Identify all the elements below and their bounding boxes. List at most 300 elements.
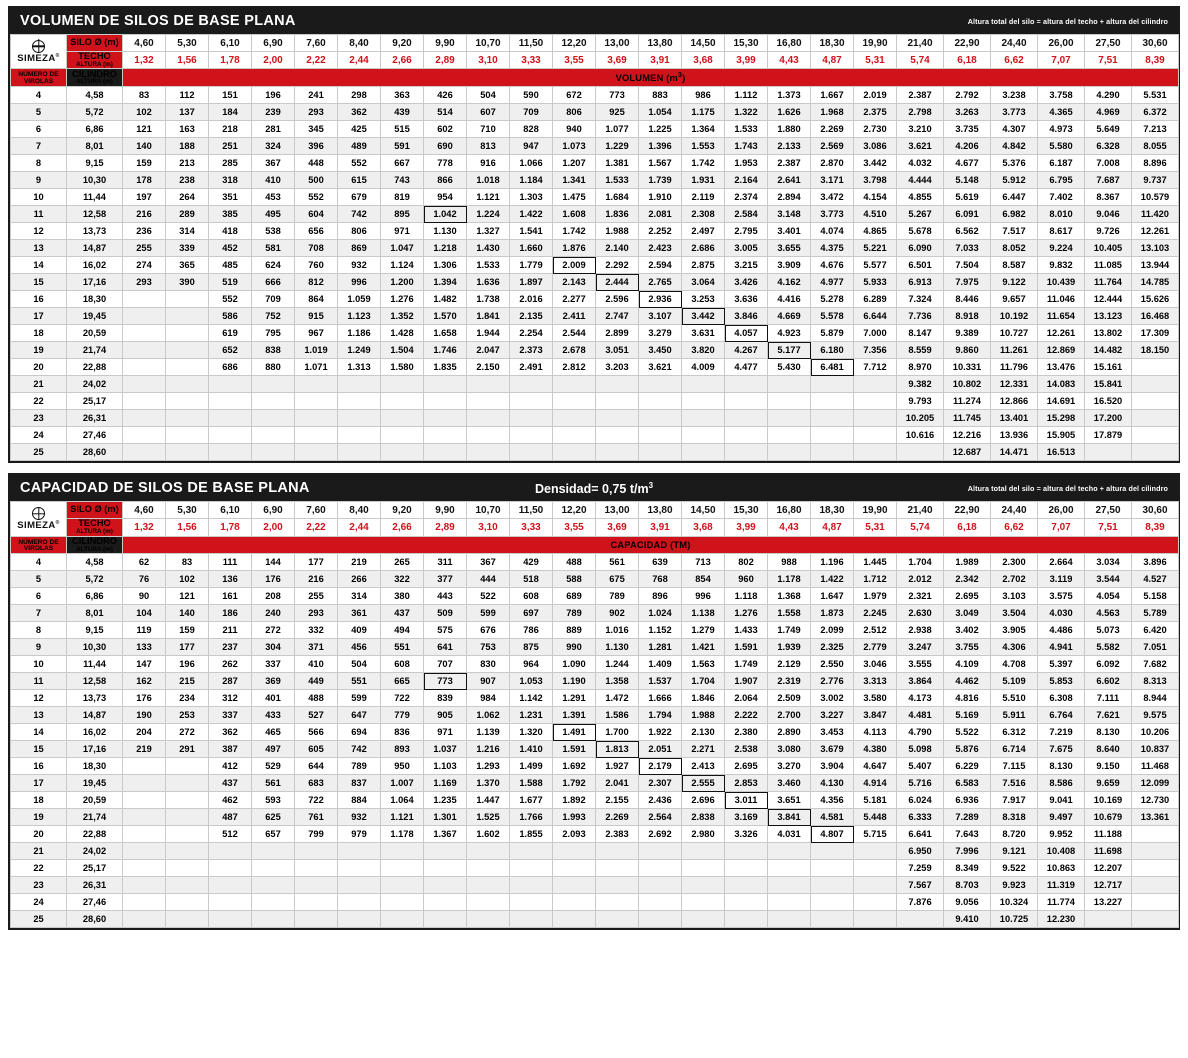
data-cell: 18.150 [1132,342,1179,359]
data-cell: 15.161 [1085,359,1132,376]
data-cell [338,860,381,877]
data-cell: 509 [424,605,467,622]
data-cell: 6.447 [991,189,1038,206]
data-cell: 251 [209,138,252,155]
data-cell [252,911,295,928]
data-cell: 647 [338,707,381,724]
data-cell: 2.630 [897,605,944,622]
num-virolas-cell: 16 [11,291,67,308]
data-cell: 1.647 [811,588,854,605]
data-cell: 1.979 [854,588,897,605]
data-cell: 3.453 [811,724,854,741]
data-cell: 2.009 [553,257,596,274]
data-cell [811,877,854,894]
data-cell: 6.644 [854,308,897,325]
data-cell: 1.742 [682,155,725,172]
data-cell: 1.931 [682,172,725,189]
data-cell: 367 [252,155,295,172]
data-cell [209,393,252,410]
data-cell: 2.119 [682,189,725,206]
data-cell: 362 [338,104,381,121]
data-cell: 186 [209,605,252,622]
data-cell: 11.319 [1038,877,1085,894]
data-cell: 204 [123,724,166,741]
data-cell: 1.445 [854,554,897,571]
data-cell: 2.099 [811,622,854,639]
data-cell: 9.952 [1038,826,1085,843]
data-cell [553,860,596,877]
data-cell: 385 [209,206,252,223]
data-cell: 6.764 [1038,707,1085,724]
data-cell [123,758,166,775]
data-cell: 7.033 [944,240,991,257]
data-cell: 1.235 [424,792,467,809]
table-block [8,473,1180,930]
table-row [11,189,1179,206]
data-cell: 515 [381,121,424,138]
data-cell: 13.944 [1132,257,1179,274]
data-cell: 905 [424,707,467,724]
data-cell: 410 [252,172,295,189]
data-cell: 1.660 [510,240,553,257]
data-cell [510,393,553,410]
data-cell: 4.923 [768,325,811,342]
roof-height-header: 2,66 [381,52,424,69]
data-cell: 1.047 [381,240,424,257]
data-cell: 12.207 [1085,860,1132,877]
data-cell: 488 [295,690,338,707]
num-virolas-cell: 6 [11,121,67,138]
roof-height-header: 3,33 [510,52,553,69]
data-cell [295,843,338,860]
data-cell: 2.423 [639,240,682,257]
data-cell: 6.501 [897,257,944,274]
data-cell [123,894,166,911]
data-cell: 4.031 [768,826,811,843]
data-cell: 608 [510,588,553,605]
data-cell [768,860,811,877]
data-cell: 133 [123,639,166,656]
data-cell [424,894,467,911]
data-cell: 2.130 [682,724,725,741]
data-cell: 1.281 [639,639,682,656]
data-cell: 896 [639,588,682,605]
roof-height-header: 3,91 [639,519,682,536]
data-cell: 426 [424,87,467,104]
table-row [11,223,1179,240]
data-cell: 1.749 [725,656,768,673]
data-cell [166,758,209,775]
header-row-roof-heights [11,519,1179,536]
data-cell: 5.580 [1038,138,1085,155]
num-virolas-cell: 6 [11,588,67,605]
data-cell: 1.062 [467,707,510,724]
data-cell: 1.216 [467,741,510,758]
data-cell: 5.649 [1085,121,1132,138]
data-cell: 16.468 [1132,308,1179,325]
data-cell: 7.643 [944,826,991,843]
diameter-header: 9,20 [381,502,424,519]
data-cell: 10.324 [991,894,1038,911]
data-cell: 768 [639,571,682,588]
num-virolas-cell: 10 [11,189,67,206]
data-cell: 2.686 [682,240,725,257]
data-cell: 2.081 [639,206,682,223]
data-cell: 2.321 [897,588,944,605]
cilindro-altura-cell: 16,02 [67,257,123,274]
data-cell: 9.150 [1085,758,1132,775]
data-cell: 3.103 [991,588,1038,605]
data-cell [123,911,166,928]
data-cell [725,376,768,393]
data-cell: 1.229 [596,138,639,155]
data-cell: 2.383 [596,826,639,843]
data-cell: 3.450 [639,342,682,359]
data-cell: 683 [295,775,338,792]
data-cell: 5.177 [768,342,811,359]
header-row-band [11,69,1179,87]
data-cell: 1.742 [553,223,596,240]
cilindro-altura-cell: 6,86 [67,588,123,605]
data-cell: 4.375 [811,240,854,257]
table-row [11,860,1179,877]
data-cell: 1.835 [424,359,467,376]
diameter-header: 9,90 [424,35,467,52]
table-row [11,359,1179,376]
data-cell: 1.370 [467,775,510,792]
data-cell: 1.499 [510,758,553,775]
data-cell: 6.024 [897,792,944,809]
cilindro-height-label: CILINDRO ALTURA (m) [67,536,123,554]
data-cell: 1.391 [553,707,596,724]
data-cell: 11.468 [1132,758,1179,775]
diameter-header: 6,10 [209,502,252,519]
data-cell [682,444,725,461]
data-cell [811,393,854,410]
cilindro-altura-cell: 5,72 [67,104,123,121]
num-virolas-cell: 17 [11,308,67,325]
data-cell: 1.224 [467,206,510,223]
silo-data-table [10,501,1179,928]
data-cell: 6.229 [944,758,991,775]
data-cell: 4.267 [725,342,768,359]
data-cell [123,877,166,894]
data-cell: 12.444 [1085,291,1132,308]
data-cell: 5.716 [897,775,944,792]
data-cell: 639 [639,554,682,571]
data-cell: 215 [166,673,209,690]
data-cell [123,826,166,843]
data-cell: 1.077 [596,121,639,138]
data-cell: 6.481 [811,359,854,376]
data-cell: 2.179 [639,758,682,775]
data-cell: 1.169 [424,775,467,792]
diameter-header: 19,90 [854,502,897,519]
data-cell [123,775,166,792]
data-cell: 7.051 [1132,639,1179,656]
data-cell: 7.516 [991,775,1038,792]
roof-height-header: 6,62 [991,52,1038,69]
data-cell: 1.279 [682,622,725,639]
data-cell: 2.373 [510,342,553,359]
diameter-header: 18,30 [811,35,854,52]
data-cell: 17.879 [1085,427,1132,444]
cilindro-altura-cell: 24,02 [67,843,123,860]
roof-height-header: 3,10 [467,519,510,536]
table-row [11,605,1179,622]
roof-height-header: 1,32 [123,52,166,69]
cilindro-altura-cell: 4,58 [67,87,123,104]
cilindro-altura-cell: 10,30 [67,172,123,189]
data-cell: 1.231 [510,707,553,724]
num-virolas-cell: 11 [11,673,67,690]
data-cell [252,410,295,427]
data-cell: 1.225 [639,121,682,138]
num-virolas-cell: 9 [11,639,67,656]
roof-height-header: 3,68 [682,519,725,536]
data-cell: 6.982 [991,206,1038,223]
data-cell: 121 [166,588,209,605]
data-cell: 9.046 [1085,206,1132,223]
data-cell: 13.123 [1085,308,1132,325]
data-cell: 10.169 [1085,792,1132,809]
data-cell: 2.269 [596,809,639,826]
cilindro-altura-cell: 28,60 [67,911,123,928]
roof-height-header: 7,07 [1038,519,1085,536]
data-cell [467,444,510,461]
data-cell: 979 [338,826,381,843]
data-cell: 1.794 [639,707,682,724]
data-cell: 778 [424,155,467,172]
cilindro-altura-cell: 20,59 [67,325,123,342]
data-cell: 7.402 [1038,189,1085,206]
data-cell: 151 [209,87,252,104]
roof-height-header: 7,51 [1085,52,1132,69]
data-cell: 239 [252,104,295,121]
data-cell [166,376,209,393]
data-cell: 676 [467,622,510,639]
data-cell: 102 [123,104,166,121]
data-cell: 8.640 [1085,741,1132,758]
data-cell [252,376,295,393]
data-cell: 1.396 [639,138,682,155]
brand-name: SIMEZA® [17,520,60,532]
num-virolas-cell: 7 [11,605,67,622]
data-cell: 1.658 [424,325,467,342]
data-cell: 285 [209,155,252,172]
data-cell [1085,911,1132,928]
data-cell: 1.766 [510,809,553,826]
data-cell [596,911,639,928]
data-cell: 266 [338,571,381,588]
data-cell: 184 [209,104,252,121]
data-cell: 1.066 [510,155,553,172]
data-cell: 4.032 [897,155,944,172]
data-cell [553,393,596,410]
data-cell: 3.896 [1132,554,1179,571]
cilindro-altura-cell: 19,45 [67,775,123,792]
data-cell [338,911,381,928]
data-cell [209,843,252,860]
diameter-header: 4,60 [123,35,166,52]
data-cell: 641 [424,639,467,656]
roof-height-header: 3,99 [725,519,768,536]
data-cell: 3.401 [768,223,811,240]
data-cell: 504 [467,87,510,104]
data-cell: 710 [467,121,510,138]
data-cell: 1.322 [725,104,768,121]
data-cell [424,860,467,877]
diameter-header: 8,40 [338,502,381,519]
silo-diameter-label: SILO Ø (m) [67,35,123,52]
data-cell: 2.254 [510,325,553,342]
data-cell: 289 [166,206,209,223]
data-cell: 964 [510,656,553,673]
data-cell: 13.802 [1085,325,1132,342]
data-cell: 9.041 [1038,792,1085,809]
data-cell: 1.504 [381,342,424,359]
data-cell: 380 [381,588,424,605]
data-cell: 163 [166,121,209,138]
diameter-header: 7,60 [295,35,338,52]
data-cell: 675 [596,571,639,588]
data-cell: 7.111 [1085,690,1132,707]
data-cell: 10.331 [944,359,991,376]
data-cell: 274 [123,257,166,274]
num-virolas-cell: 17 [11,775,67,792]
data-cell: 8.944 [1132,690,1179,707]
data-cell: 902 [596,605,639,622]
table-row [11,240,1179,257]
cilindro-altura-cell: 24,02 [67,376,123,393]
data-cell: 3.279 [639,325,682,342]
data-cell: 5.430 [768,359,811,376]
data-cell: 2.019 [854,87,897,104]
num-virolas-cell: 13 [11,240,67,257]
data-cell: 281 [252,121,295,138]
data-cell: 8.703 [944,877,991,894]
data-cell: 2.596 [596,291,639,308]
data-cell [768,843,811,860]
data-cell: 828 [510,121,553,138]
data-cell: 1.667 [811,87,854,104]
data-cell: 9.726 [1085,223,1132,240]
data-cell: 2.342 [944,571,991,588]
data-cell [510,843,553,860]
data-cell [424,410,467,427]
data-cell: 7.736 [897,308,944,325]
cilindro-altura-cell: 13,73 [67,223,123,240]
data-cell [1132,444,1179,461]
data-cell: 2.700 [768,707,811,724]
data-cell [166,444,209,461]
data-cell: 16.513 [1038,444,1085,461]
diameter-header: 10,70 [467,502,510,519]
total-height-note: Altura total del silo = altura del techo + altura del cilindro [967,16,1168,26]
data-cell: 6.187 [1038,155,1085,172]
data-cell: 3.904 [811,758,854,775]
data-cell [123,809,166,826]
data-cell: 2.812 [553,359,596,376]
data-cell: 10.837 [1132,741,1179,758]
data-cell [209,894,252,911]
diameter-header: 4,60 [123,502,166,519]
data-cell: 219 [123,741,166,758]
table-row [11,809,1179,826]
data-cell [811,427,854,444]
data-cell: 7.008 [1085,155,1132,172]
data-cell: 4.307 [991,121,1038,138]
data-cell: 689 [553,588,596,605]
data-cell [639,393,682,410]
data-cell: 760 [295,257,338,274]
data-cell: 213 [166,155,209,172]
data-cell: 7.517 [991,223,1038,240]
data-cell: 452 [209,240,252,257]
data-cell: 4.865 [854,223,897,240]
data-cell: 551 [381,639,424,656]
data-cell: 869 [338,240,381,257]
roof-height-header: 1,32 [123,519,166,536]
data-cell: 967 [295,325,338,342]
data-cell: 2.894 [768,189,811,206]
data-cell: 5.911 [991,707,1038,724]
data-cell: 14.691 [1038,393,1085,410]
data-cell: 188 [166,138,209,155]
data-cell: 12.866 [991,393,1038,410]
data-cell [166,427,209,444]
data-cell: 1.586 [596,707,639,724]
data-cell: 1.112 [725,87,768,104]
data-cell [596,376,639,393]
data-cell [596,860,639,877]
table-row [11,206,1179,223]
data-cell [252,894,295,911]
num-virolas-cell: 20 [11,359,67,376]
data-cell: 1.071 [295,359,338,376]
data-cell: 500 [295,172,338,189]
data-cell: 1.525 [467,809,510,826]
data-cell: 1.320 [510,724,553,741]
data-cell: 1.019 [295,342,338,359]
data-cell [338,444,381,461]
table-row [11,656,1179,673]
data-cell: 1.373 [768,87,811,104]
data-cell: 1.567 [639,155,682,172]
data-cell: 666 [252,274,295,291]
data-cell [166,894,209,911]
data-cell [123,410,166,427]
data-cell: 159 [123,155,166,172]
data-cell: 802 [725,554,768,571]
data-cell: 1.178 [768,571,811,588]
data-cell: 1.018 [467,172,510,189]
data-cell: 9.737 [1132,172,1179,189]
data-cell: 377 [424,571,467,588]
roof-height-header: 2,00 [252,52,295,69]
data-cell: 287 [209,673,252,690]
data-cell [338,376,381,393]
data-cell [768,376,811,393]
data-cell: 519 [209,274,252,291]
num-virolas-cell: 11 [11,206,67,223]
num-virolas-label: NÚMERO DE VIROLAS [11,69,67,87]
data-cell: 4.162 [768,274,811,291]
data-cell [854,877,897,894]
data-cell: 10.727 [991,325,1038,342]
data-cell: 2.584 [725,206,768,223]
data-cell [467,860,510,877]
